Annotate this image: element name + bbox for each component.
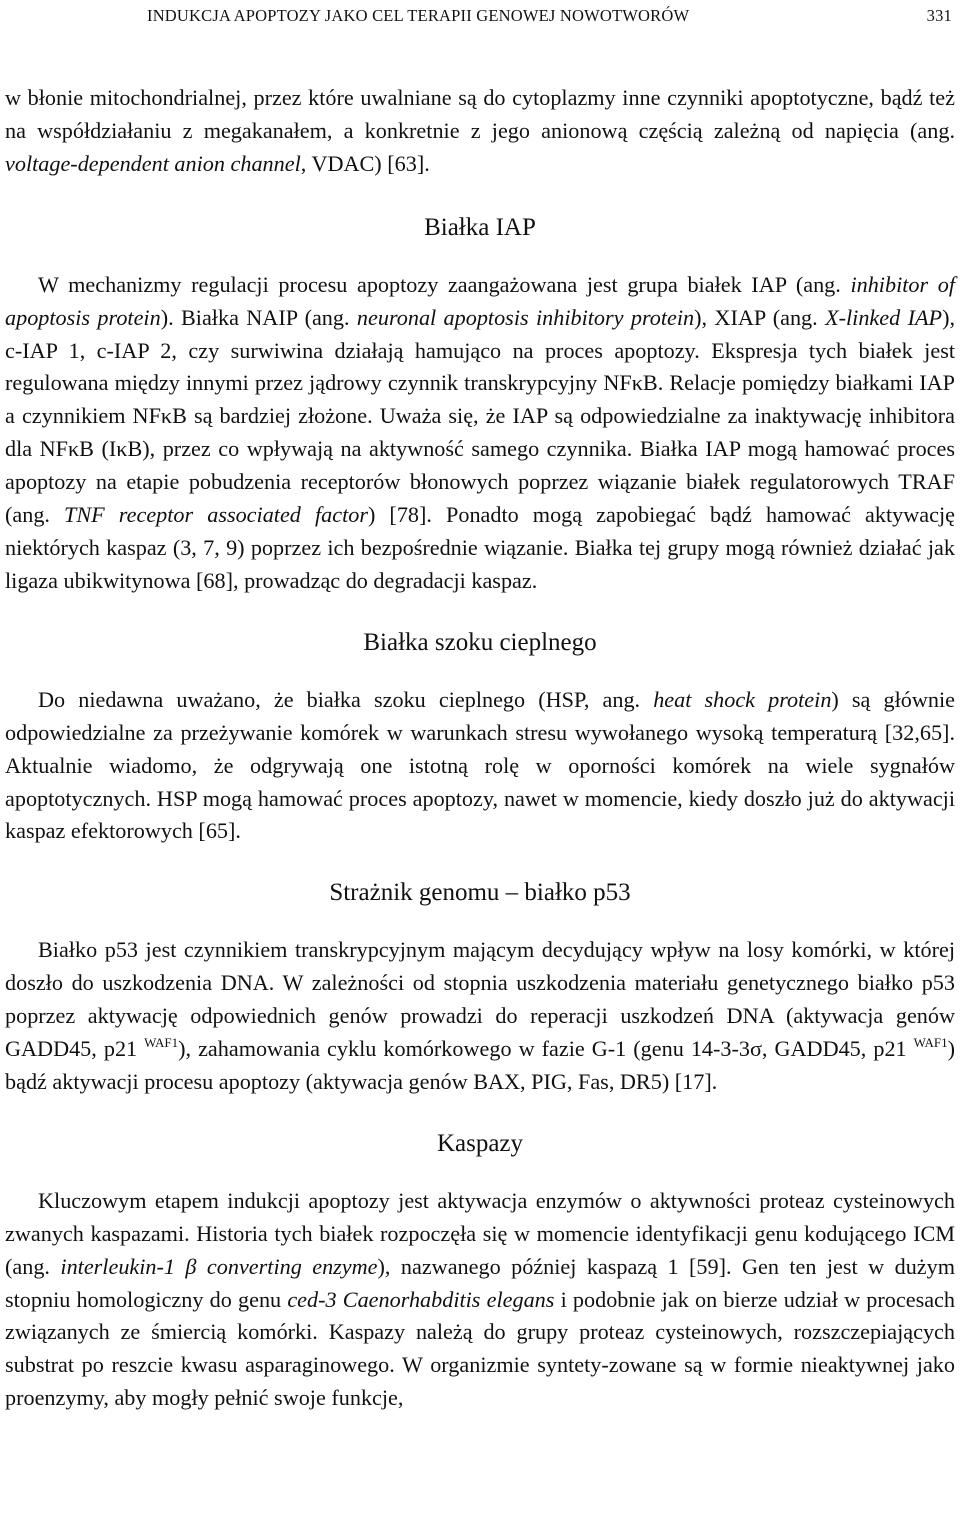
section-heading-p53: Strażnik genomu – białko p53 (329, 879, 631, 907)
page-number: 331 (926, 6, 952, 25)
intro-paragraph: w błonie mitochondrialnej, przez które uwalniane są do cytoplazmy inne czynniki apoptotyczne, bądź też na współdziałaniu z megakanałem, a konkretnie z jego anionową częścią zależną od napięcia (ang. voltage-dependent anion channel, VDAC) [63]. (5, 85, 955, 176)
section-heading-kaspazy: Kaspazy (436, 1129, 524, 1157)
iap-paragraph: W mechanizmy regulacji procesu apoptozy zaangażowana jest grupa białek IAP (ang. inhibitor of apoptosis protein). Białka NAIP (ang. neuronal apoptosis inhibitory protein), XIAP (ang. X-linked IAP), c-IAP 1, c-IAP 2, czy surwiwina działają hamująco na proces apoptozy. Ekspresja tych białek jest regulowana między innymi przez jądrowy czynnik transkrypcyjny NFκB. Relacje pomiędzy białkami IAP a czynnikiem NFκB są bardziej złożone. Uważa się, że IAP są odpowiedzialne za inaktywację inhibitora dla NFκB (IκB), przez co wpływają na aktywność samego czynnika. Białka IAP mogą hamować proces apoptozy na etapie pobudzenia receptorów błonowych poprzez wiązanie białek regulatorowych TRAF (ang. TNF receptor associated factor) [78]. Ponadto mogą zapobiegać bądź hamować aktywację niektórych kaspaz (3, 7, 9) poprzez ich bezpośrednie wiązanie. Białka tej grupy mogą również działać jak ligaza ubikwitynowa [68], prowadząc do degradacji kaspaz. (5, 271, 956, 593)
running-title: INDUKCJA APOPTOZY JAKO CEL TERAPII GENOWEJ NOWOTWORÓW (147, 6, 690, 25)
page-header (0, 6, 960, 32)
section-heading-hsp: Białka szoku cieplnego (363, 628, 597, 656)
kaspazy-paragraph: Kluczowym etapem indukcji apoptozy jest aktywacja enzymów o aktywności proteaz cysteinowych zwanych kaspazami. Historia tych białek rozpoczęła się w momencie identyfikacji genu kodującego ICM (ang. interleukin-1 β converting enzyme), nazwanego później kaspazą 1 [59]. Gen ten jest w dużym stopniu homologiczny do genu ced-3 Caenorhabditis elegans i podobnie jak on bierze udział w procesach związanych ze śmiercią komórki. Kaspazy należą do grupy proteaz cysteinowych, rozszczepiających substrat po reszcie kwasu asparaginowego. W organizmie syntety-zowane są w formie nieaktywnej jako proenzymy, aby mogły pełnić swoje funkcje, (5, 1187, 955, 1411)
p53-paragraph: Białko p53 jest czynnikiem transkrypcyjnym mającym decydujący wpływ na losy komórki, w której doszło do uszkodzenia DNA. W zależności od stopnia uszkodzenia materiału genetycznego białko p53 poprzez aktywację odpowiednich genów prowadzi do reperacji uszkodzeń DNA (aktywacja genów GADD45, p21 $^{WAF1}$), zahamowania cyklu komórkowego w fazie G-1 (genu 14-3-3σ, GADD45, p21 $^{WAF1}$) bądź aktywacji procesu apoptozy (aktywacja genów BAX, PIG, Fas, DR5) [17]. (5, 937, 955, 1094)
section-heading-iap: Białka IAP (424, 213, 536, 241)
hsp-paragraph: Do niedawna uważano, że białka szoku cieplnego (HSP, ang. heat shock protein) są głównie odpowiedzialne za przeżywanie komórek w warunkach stresu wywołanego wysoką temperaturą [32,65]. Aktualnie wiadomo, że odgrywają one istotną rolę w oporności komórek na wiele sygnałów apoptotycznych. HSP mogą hamować proces apoptozy, nawet w momencie, kiedy doszło już do aktywacji kaspaz efektorowych [65]. (5, 686, 955, 844)
article-body (5, 82, 955, 1415)
